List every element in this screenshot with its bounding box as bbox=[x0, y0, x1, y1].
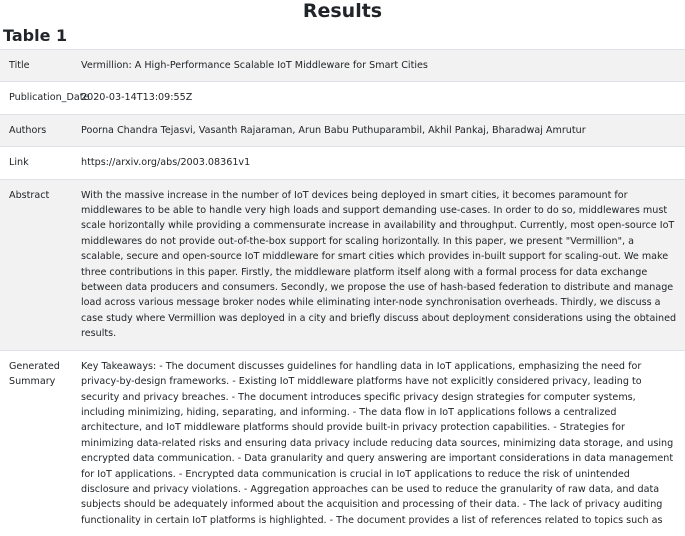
table-row-authors bbox=[0, 114, 685, 146]
row-value: Key Takeaways: - The document discusses guidelines for handling data in IoT applications, emphasizing the need for privacy-by-design frameworks. - Existing IoT middleware platforms have not explicitly considered privacy, leading to security and privacy breaches. - The document introduces specific privacy design strategies for computer systems, including minimizing, hiding, separating, and informing. - The data flow in IoT applications follows a centralized architecture, and IoT middleware platforms should provide built-in privacy protection capabilities. - Strategies for minimizing data-related risks and ensuring data privacy include reducing data sources, minimizing data storage, and using encrypted data communication. - Data granularity and query answering are important considerations in data management for IoT applications. - Encrypted data communication is crucial in IoT applications to reduce the risk of unintended disclosure and privacy violations. - Aggregation approaches can be used to reduce the granularity of raw data, and data subjects should be adequately informed about the acquisition and processing of their data. - The lack of privacy auditing functionality in certain IoT platforms is highlighted. - The document provides a list of references related to topics such as bbox=[73, 350, 685, 536]
table-row-publication-date bbox=[0, 82, 685, 114]
row-value: 2020-03-14T13:09:55Z bbox=[73, 82, 685, 114]
page-title: Results bbox=[302, 0, 383, 22]
row-key: Link bbox=[0, 147, 73, 179]
row-value: https://arxiv.org/abs/2003.08361v1 bbox=[73, 147, 685, 179]
row-key: Authors bbox=[0, 114, 73, 146]
row-key: Abstract bbox=[0, 179, 73, 350]
row-key: Generated Summary bbox=[0, 350, 73, 536]
row-value: Vermillion: A High-Performance Scalable IoT Middleware for Smart Cities bbox=[73, 50, 685, 82]
row-value: Poorna Chandra Tejasvi, Vasanth Rajaraman, Arun Babu Puthuparambil, Akhil Pankaj, Bharadwaj Amrutur bbox=[73, 114, 685, 146]
row-key: Publication_Date bbox=[0, 82, 73, 114]
table-row-link bbox=[0, 147, 685, 179]
table-heading: Table 1 bbox=[3, 26, 68, 45]
table-row-generated-summary bbox=[0, 350, 685, 536]
row-value: With the massive increase in the number of IoT devices being deployed in smart cities, it becomes paramount for middlewares to be able to handle very high loads and support demanding use-cases. In order to do so, middlewares must scale horizontally while providing a commensurate increase in availability and throughput. Currently, most open-source IoT middlewares do not provide out-of-the-box support for scaling horizontally. In this paper, we present "Vermillion", a scalable, secure and open-source IoT middleware for smart cities which provides in-built support for scaling-out. We make three contributions in this paper. Firstly, the middleware platform itself along with a formal process for data exchange between data producers and consumers. Secondly, we propose the use of hash-based federation to distribute and manage load across various message broker nodes while eliminating inter-node synchronisation overheads. Thirdly, we discuss a case study where Vermillion was deployed in a city and briefly discuss about deployment considerations using the obtained results. bbox=[73, 179, 685, 350]
results-table bbox=[0, 49, 685, 536]
table-row-abstract bbox=[0, 179, 685, 350]
table-row-title bbox=[0, 50, 685, 82]
row-key: Title bbox=[0, 50, 73, 82]
